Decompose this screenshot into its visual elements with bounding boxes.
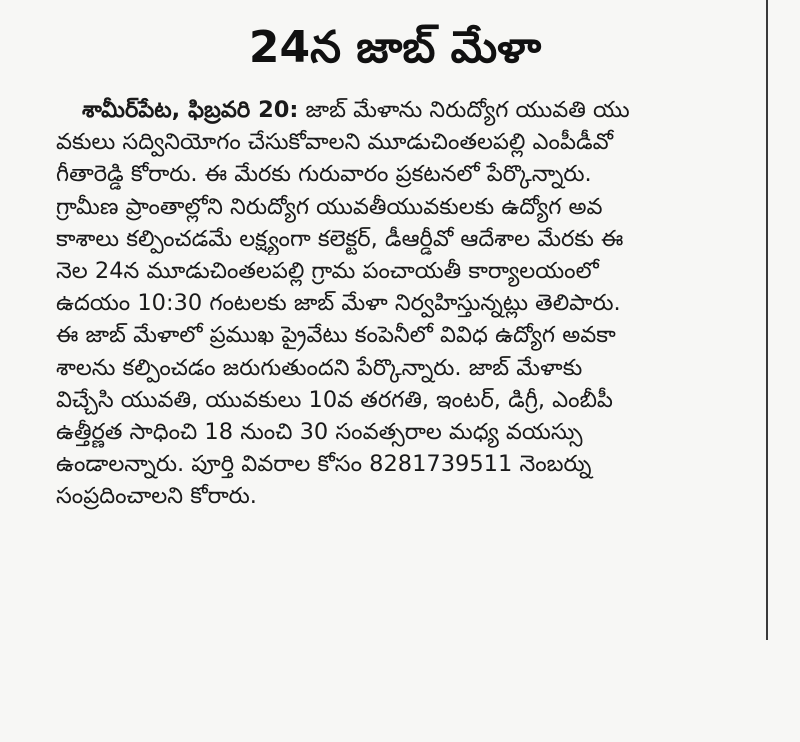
article-line: నెల 24న మూడుచింతలపల్లి గ్రామ పంచాయతీ కార్యాలయంలో xyxy=(56,258,599,285)
article-line: గీతారెడ్డి కోరారు. ఈ మేరకు గురువారం ప్రకటనలో పేర్కొన్నారు. xyxy=(56,161,592,188)
article-line: ఉండాలన్నారు. పూర్తి వివరాల కోసం 8281739511 నెంబర్ను xyxy=(56,451,592,478)
article-line: కాశాలు కల్పించడమే లక్ష్యంగా కలెక్టర్, డీఆర్డీవో ఆదేశాల మేరకు ఈ xyxy=(56,225,624,252)
article-line: ఉత్తీర్ణత సాధించి 18 నుంచి 30 సంవత్సరాల మధ్య వయస్సు xyxy=(56,419,583,446)
article-line xyxy=(56,94,746,126)
article-line: వకులు సద్వినియోగం చేసుకోవాలని మూడుచింతలపల్లి ఎంపీడీవో xyxy=(56,129,613,156)
article-line-text: జాబ్ మేళాను నిరుద్యోగ యువతి యు xyxy=(298,97,630,123)
article-line: విచ్చేసి యువతి, యువకులు 10వ తరగతి, ఇంటర్, డిగ్రీ, ఎంబీపీ xyxy=(56,386,613,413)
article-line: సంప్రదించాలని కోరారు. xyxy=(56,483,257,510)
article-line: ఈ జాబ్ మేళాలో ప్రముఖ ప్రైవేటు కంపెనీలో వివిధ ఉద్యోగ అవకా xyxy=(56,322,616,349)
article-dateline: శామీర్‌పేట, ఫిబ్రవరి 20: xyxy=(82,97,299,123)
article-line: ఉదయం 10:30 గంటలకు జాబ్ మేళా నిర్వహిస్తున్నట్లు తెలిపారు. xyxy=(56,290,621,317)
previous-headline-fragment xyxy=(245,0,575,8)
column-divider xyxy=(766,0,768,640)
article-line: గ్రామీణ ప్రాంతాల్లోని నిరుద్యోగ యువతీయువకులకు ఉద్యోగ అవ xyxy=(56,193,603,220)
article-line: శాలను కల్పించడం జరుగుతుందని పేర్కొన్నారు. జాబ్ మేళాకు xyxy=(56,354,583,381)
article-headline: 24న జాబ్ మేళా xyxy=(248,22,542,73)
article-body xyxy=(56,94,746,513)
